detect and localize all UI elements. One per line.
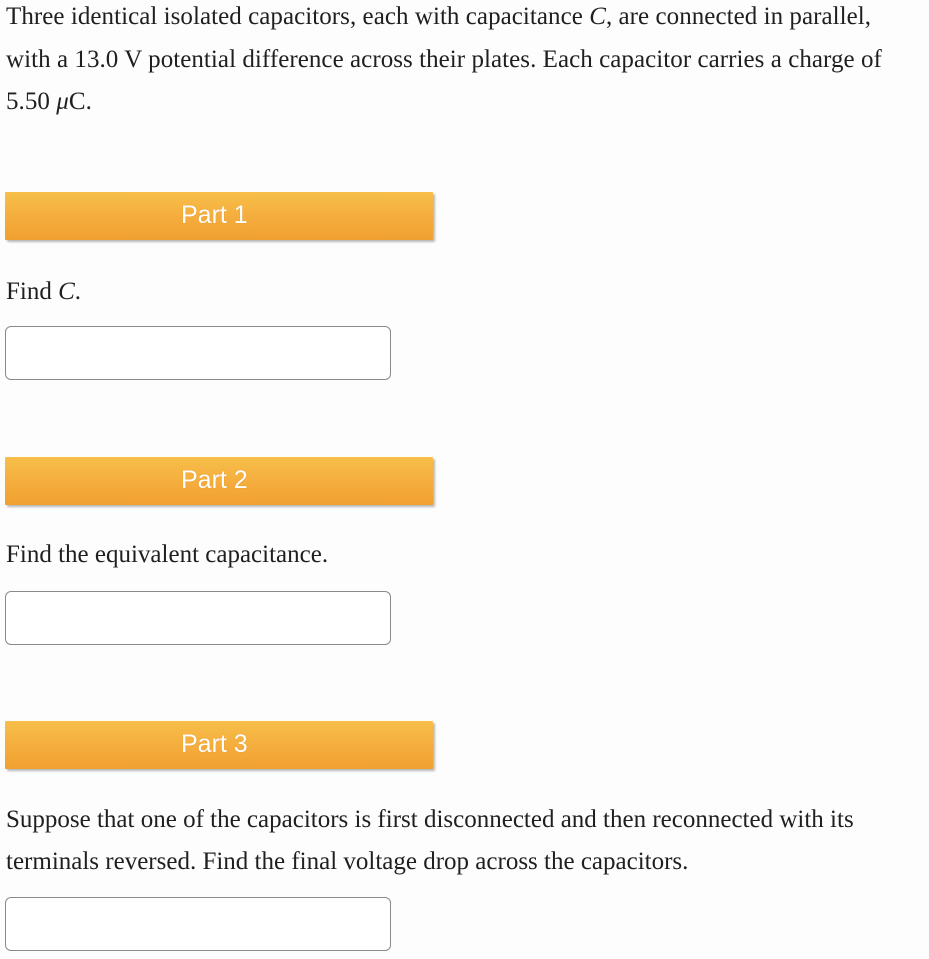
part-3-answer-input[interactable] [5, 897, 391, 951]
micro-symbol: μ [56, 88, 69, 115]
part-1-header [5, 192, 433, 240]
part-3-label: Part 3 [181, 730, 248, 758]
part-3-question: Suppose that one of the capacitors is first disconnected and then reconnected with its terminals reversed. Find the final voltage drop across the capacitors. [6, 806, 854, 875]
part-1-answer-input[interactable] [5, 326, 391, 380]
part-1-question [6, 276, 924, 308]
problem-text-1: Three identical isolated capacitors, each with capacitance [6, 3, 590, 30]
problem-statement [6, 0, 921, 124]
part-2-label: Part 2 [181, 466, 248, 494]
part-2-answer-input[interactable] [5, 591, 391, 645]
part-1-question-variable: C [58, 278, 75, 305]
problem-text-3: C. [68, 88, 92, 115]
part-3-header [5, 721, 433, 769]
part-1-label: Part 1 [181, 201, 248, 229]
part-1-question-prefix: Find [6, 278, 59, 305]
part-2-question: Find the equivalent capacitance. [6, 541, 329, 568]
part-2-header [5, 457, 433, 505]
part-1-question-suffix: . [74, 278, 82, 305]
capacitance-variable: C [589, 3, 606, 30]
problem-text-2: , are connected in parallel, with a 13.0 V potential difference across their plates. Each capacitor carries a charge of 5.50 [6, 3, 882, 115]
